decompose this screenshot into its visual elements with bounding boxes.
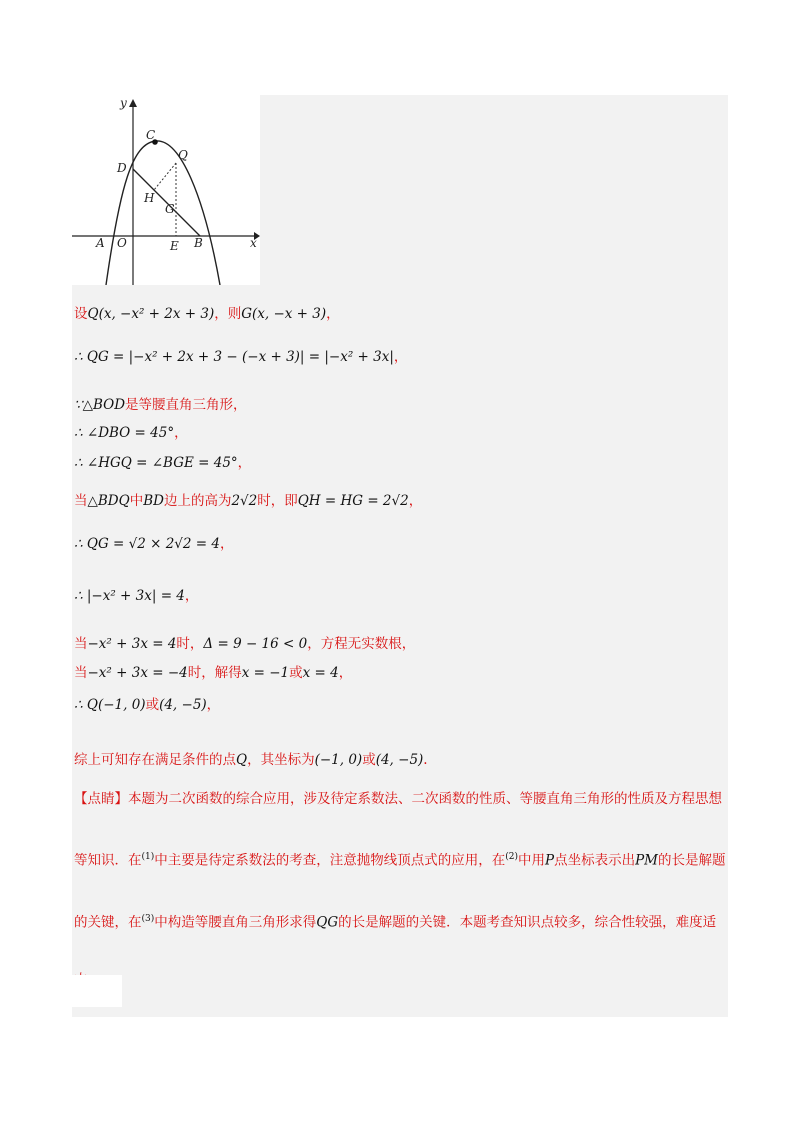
solution-line-4: [74, 421, 188, 441]
line-5-math: ∴ ∠HGQ = ∠BGE = 45°: [74, 455, 238, 471]
solution-line-5: [74, 451, 251, 471]
line-10-mid-1: 时，解得: [187, 665, 242, 681]
line-1-math-q: Q(x, −x² + 2x + 3): [87, 306, 215, 322]
line-10-mid-2: 或: [289, 665, 303, 681]
solution-line-2: [74, 345, 407, 365]
comment-text-5: 中构造等腰直角三角形求得: [154, 914, 317, 930]
parabola-figure: [72, 95, 260, 285]
solution-line-9: [74, 632, 415, 652]
line-4-post: ，: [174, 425, 188, 441]
solution-line-12: [74, 748, 428, 768]
line-1-mid: ，则: [214, 306, 242, 322]
line-1-post: ，: [326, 306, 340, 322]
line-5-post: ，: [237, 455, 252, 471]
line-2-post: ，: [393, 349, 408, 365]
comment-text-4: 的长是解题的关键，在: [74, 852, 726, 930]
line-8-math: ∴ |−x² + 3x| = 4: [74, 588, 185, 604]
line-12-post: .: [423, 752, 428, 768]
line-2-math: ∴ QG = |−x² + 2x + 3 − (−x + 3)| = |−x² + 3x|: [74, 349, 394, 365]
comment-math-p: P: [545, 852, 555, 869]
solution-line-10: [74, 661, 352, 681]
comment-part-1: (1): [141, 852, 155, 862]
label-b: B: [194, 236, 203, 250]
line-6-math-bd: BD: [143, 493, 164, 509]
parabola-diagram: [72, 95, 260, 285]
line-9-mid: 时，: [176, 636, 204, 652]
line-10-math-eq: −x² + 3x = −4: [87, 665, 188, 681]
line-6-mid-2: 边上的高为: [163, 493, 232, 509]
solution-line-6: [74, 489, 422, 509]
label-a: A: [96, 236, 105, 250]
line-12-pre: 综上可知存在满足条件的点: [74, 752, 236, 768]
line-10-math-root-1: x = −1: [241, 665, 290, 681]
solution-line-7: [74, 532, 233, 552]
line-11-math-point: (4, −5): [159, 697, 207, 713]
solution-line-1: [74, 302, 340, 322]
solution-line-11: [74, 693, 220, 713]
line-7-post: ，: [219, 536, 234, 552]
comment-paragraph: [74, 770, 734, 1009]
label-d: D: [117, 161, 127, 175]
line-6-post: ，: [408, 493, 423, 509]
line-11-math-q: ∴ Q(−1, 0): [74, 697, 146, 713]
comment-math-qg: QG: [316, 914, 339, 930]
line-12-mid-1: ，其坐标为: [247, 752, 315, 768]
line-10-pre: 当: [74, 665, 88, 681]
line-10-math-root-2: x = 4: [302, 665, 339, 681]
line-10-post: ，: [338, 665, 353, 681]
comment-part-3: (3): [141, 913, 155, 924]
label-g: G: [165, 202, 175, 216]
line-8-post: ，: [184, 588, 199, 604]
label-e: E: [170, 239, 179, 253]
line-6-math-qh: QH = HG = 2√2: [297, 493, 409, 509]
comment-text-2: 中用: [518, 852, 545, 869]
comment-text-1: 中主要是待定系数法的考查，注意抛物线顶点式的应用，在: [154, 852, 506, 869]
solution-line-8: [74, 584, 198, 604]
line-1-math-g: G(x, −x + 3): [241, 306, 327, 322]
line-7-math: ∴ QG = √2 × 2√2 = 4: [74, 536, 220, 552]
label-x: x: [250, 236, 257, 250]
label-h: H: [144, 191, 155, 205]
label-o: O: [117, 236, 127, 250]
panel-corner-block: [72, 975, 122, 1007]
label-y: y: [120, 96, 127, 110]
line-9-math-eq: −x² + 3x = 4: [87, 636, 177, 652]
line-4-math: ∴ ∠DBO = 45°: [74, 425, 175, 441]
solution-line-3: [74, 393, 247, 413]
line-3-post: 是等腰直角三角形，: [125, 397, 247, 413]
label-c: C: [146, 128, 156, 142]
line-12-mid-2: 或: [362, 752, 376, 768]
line-12-math-point-1: (−1, 0): [314, 752, 363, 768]
line-6-mid-1: 中: [129, 493, 144, 509]
line-11-mid: 或: [145, 697, 160, 713]
line-1-pre: 设: [74, 306, 88, 322]
line-6-mid-3: 时，即: [257, 493, 298, 509]
line-6-math-height: 2√2: [231, 493, 258, 509]
comment-text-6: 的长是解题的关键．本题考查知识点较多，综合性较强，难度适: [338, 914, 717, 930]
line-6-math-bdq: △BDQ: [87, 493, 130, 509]
line-12-math-point-2: (4, −5): [375, 752, 424, 768]
line-6-pre: 当: [74, 493, 88, 509]
comment-text-3: 点坐标表示出: [554, 852, 636, 869]
line-9-post: ，方程无实数根，: [307, 636, 416, 652]
comment-head: 【点睛】本题为二次函数的综合应用，涉及待定系数法、二次函数的性质、等腰直角三角形的性质及方程思想等知识．在: [74, 791, 722, 869]
y-axis-arrow-icon: [129, 99, 137, 107]
comment-part-2: (2): [505, 852, 518, 862]
line-12-math-q: Q: [236, 752, 248, 768]
line-9-pre: 当: [74, 636, 88, 652]
label-q: Q: [178, 148, 188, 162]
comment-math-pm: PM: [635, 852, 659, 869]
line-11-post: ，: [206, 697, 221, 713]
line-9-math-delta: Δ = 9 − 16 < 0: [203, 636, 308, 652]
line-3-math: ∵△BOD: [74, 397, 126, 413]
line-qh: [154, 163, 176, 190]
